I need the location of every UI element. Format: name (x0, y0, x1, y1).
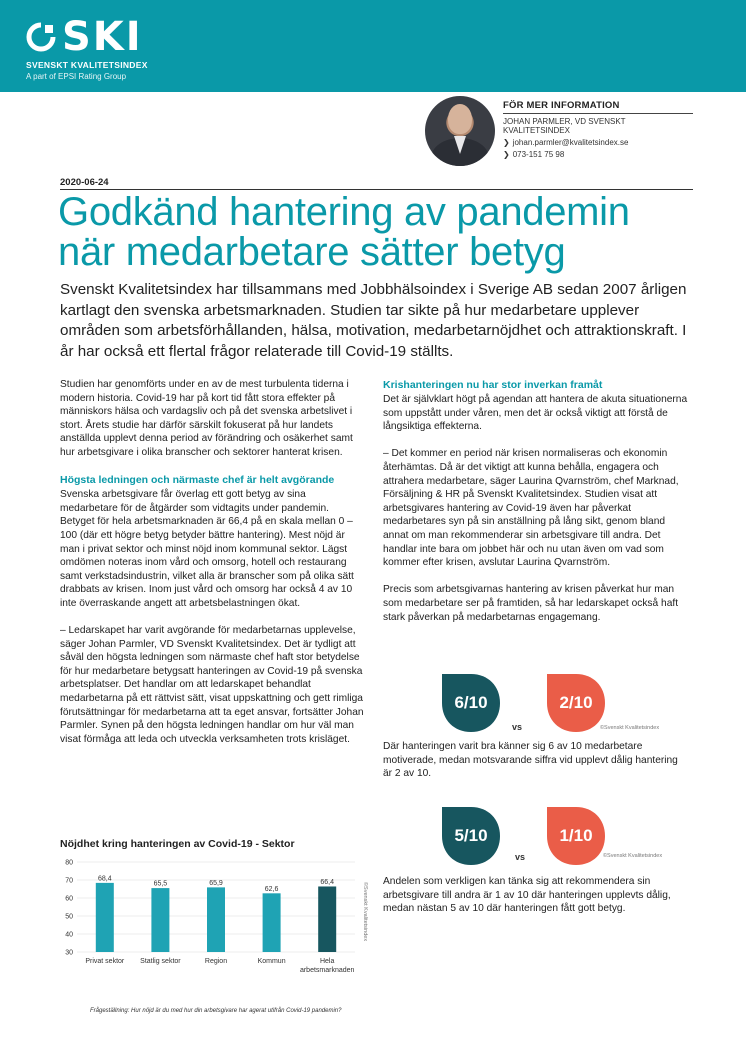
logo-brand-name: SVENSKT KVALITETSINDEX (26, 60, 148, 70)
paragraph: Det är självklart högt på agendan att hantera de akuta situationerna som uppstått under våren, men det är också viktigt att förstå de långsiktiga effekterna. (383, 394, 688, 433)
data-label: 65,5 (153, 880, 168, 888)
article-lead: Svenskt Kvalitetsindex har tillsammans med Jobbhälsoindex i Sverige AB sedan 2007 årligen kartlagt den svenska arbetsmarknaden. Studien tar sikte på hur medarbetare upplever områden som arbetsförhållanden, hälsa, motivation, medarbetarnöjdhet och attraktionskraft. I år har också ett flertal frågor relaterade till Covid-19 ställts. (60, 281, 687, 360)
score-recommend-good (440, 805, 502, 867)
ski-logo-icon (26, 22, 56, 52)
contact-box (503, 100, 693, 159)
paragraph-recommend (383, 875, 689, 929)
x-tick-label: Statlig sektor (140, 958, 181, 965)
sector-bar-chart (55, 852, 371, 992)
paragraph: Andelen som verkligen kan tänka sig att rekommendera sin arbetsgivare till andra är 1 av 10 där hanteringen upplevts dålig, medan nästan 5 av 10 där hanteringen fått gott betyg. (383, 876, 671, 915)
chevron-right-icon: ❯ (503, 138, 510, 147)
chart-title: Nöjdhet kring hanteringen av Covid-19 - Sektor (60, 838, 295, 850)
x-tick-label: Kommun (257, 958, 286, 965)
bar (263, 893, 281, 952)
x-tick-label: arbetsmarknaden (299, 967, 355, 974)
paragraph: Precis som arbetsgivarnas hantering av krisen påverkat hur man som medarbetare ser på framtiden, så har ledarskapet också haft stark påverkan på medarbetarnas engagemang. (383, 584, 679, 623)
paragraph: Där hanteringen varit bra känner sig 6 av 10 medarbetare motiverade, medan motsvarande siffra vid upplevt dålig hantering är 2 av 10. (383, 741, 678, 780)
data-label: 62,6 (264, 885, 279, 893)
chevron-right-icon: ❯ (503, 150, 510, 159)
chart-source: ©Svenskt Kvalitetsindex (362, 882, 368, 942)
right-column (383, 378, 689, 638)
y-tick-label: 70 (65, 877, 73, 885)
paragraph: – Det kommer en period när krisen normaliseras och ekonomin återhämtas. Då är det viktigt att kunna behålla, engagera och attrahera medarbetare, säger Laurina Qvarnström, chef Marknad, Försäljning & HR på Svenskt Kvalitetsindex. Studien visat att arbetsgivares hantering av Covid-19 även har påverkat medarbetares syn på sin anställning på lång sikt, genom bland annat om man rekommenderar sin arbetsgivare till andra. Det handlar inte bara om jobbet här och nu utan även om vad som kommer efter krisen, avslutar Laurina Qvarnström. (383, 448, 679, 569)
bar (207, 887, 225, 952)
score-motivation-good (440, 672, 502, 734)
bar (318, 886, 336, 952)
y-tick-label: 40 (65, 931, 73, 939)
paragraph: Svenska arbetsgivare får överlag ett gott betyg av sina medarbetare för de åtgärder som vidtagits under pandemin. Betyget för hela arbetsmarknaden är 66,4 på en skala mellan 0 – 100 (där ett högre betyg betyder bättre hantering). Mest nöjd är man i privat sektor och minst nöjd inom kommunal sektor. Lägst omdömen noteras inom vård och omsorg, hotell och restaurang samt verkstadsindustrin, vilket alla är branscher som på olika sätt drabbats av krisen. Inom just vård och omsorg har också 4 av 10 inte överraskande angett att arbetsbelastningen ökat. (60, 489, 354, 609)
data-label: 65,9 (209, 879, 223, 887)
contact-name: JOHAN PARMLER, VD SVENSKT KVALITETSINDEX (503, 117, 626, 135)
vs-label: vs (512, 722, 523, 732)
copyright-note: ©Svenskt Kvalitetsindex (600, 725, 660, 731)
section-heading: Krishanteringen nu har stor inverkan framåt (383, 379, 603, 391)
data-label: 68,4 (97, 875, 112, 883)
header-banner (0, 0, 746, 92)
vs-label: vs (515, 852, 526, 862)
contact-phone[interactable]: 073-151 75 98 (512, 150, 565, 159)
logo-text: SKI (62, 14, 143, 60)
y-tick-label: 50 (65, 913, 73, 921)
bar (96, 883, 114, 952)
score-value: 2/10 (559, 693, 593, 712)
paragraph: – Ledarskapet har varit avgörande för medarbetarnas upplevelse, säger Johan Parmler, VD Svenskt Kvalitetsindex. Det är tydligt att såväl den högsta ledningen som närmaste chef haft stor betydelse för hur medarbetare betygsatt hanteringen av Covid-19 på svenska arbetsplatser. Det handlar om att ledarskapet behandlat medarbetarna på ett rättvist sätt, visat uppskattning och gett rimliga förutsättningar för medarbetarna att ta eget ansvar, fortsätter Johan Parmler. Synen på den högsta ledningen handlar om hur väl man visat förmåga att leda och utveckla verksamheten trots krisläget. (60, 625, 364, 745)
score-recommend-bad (545, 805, 607, 867)
x-tick-label: Region (204, 958, 228, 965)
contact-email-link[interactable]: johan.parmler@kvalitetsindex.se (512, 138, 629, 147)
x-tick-label: Privat sektor (85, 958, 125, 965)
logo-tagline: A part of EPSI Rating Group (26, 72, 127, 81)
paragraph-motivation (383, 740, 689, 794)
chart-question: Frågeställning: Hur nöjd är du med hur din arbetsgivare har agerat utifrån Covid-19 pandemin? (90, 1008, 342, 1014)
score-value: 1/10 (559, 826, 593, 845)
contact-email-row[interactable] (503, 138, 693, 147)
section-heading: Högsta ledningen och närmaste chef är helt avgörande (60, 474, 335, 487)
headline-line-1: Godkänd hantering av pandemin (58, 190, 630, 234)
data-label: 66,4 (320, 878, 335, 886)
contact-title: FÖR MER INFORMATION (503, 100, 693, 114)
score-motivation-bad (545, 672, 607, 734)
y-tick-label: 80 (65, 859, 73, 867)
paragraph: Studien har genomförts under en av de mest turbulenta tiderna i modern historia. Covid-19 har på kort tid fått stora effekter på människors hälsa och vardagsliv och på det svenska arbetslivet i stort. Årets studie har därför särskilt fokuserat på hur landets anställda upplevt denna period av förändring och osäkerhet samt hur arbetsgivare i olika branscher och sektorer hanterat krisen. (60, 379, 353, 458)
article-headline (58, 192, 708, 272)
x-tick-label: Hela (319, 958, 335, 965)
ski-logo[interactable] (26, 14, 148, 81)
article-date: 2020-06-24 (60, 177, 109, 188)
left-column (60, 378, 366, 760)
headline-line-2: när medarbetare sätter betyg (58, 230, 566, 274)
score-value: 6/10 (454, 693, 488, 712)
bar (151, 888, 169, 952)
contact-phone-row[interactable] (503, 150, 693, 159)
y-tick-label: 60 (65, 895, 73, 903)
y-tick-label: 30 (65, 949, 73, 957)
contact-photo (425, 96, 495, 166)
copyright-note: ©Svenskt Kvalitetsindex (603, 853, 663, 859)
score-value: 5/10 (454, 826, 488, 845)
